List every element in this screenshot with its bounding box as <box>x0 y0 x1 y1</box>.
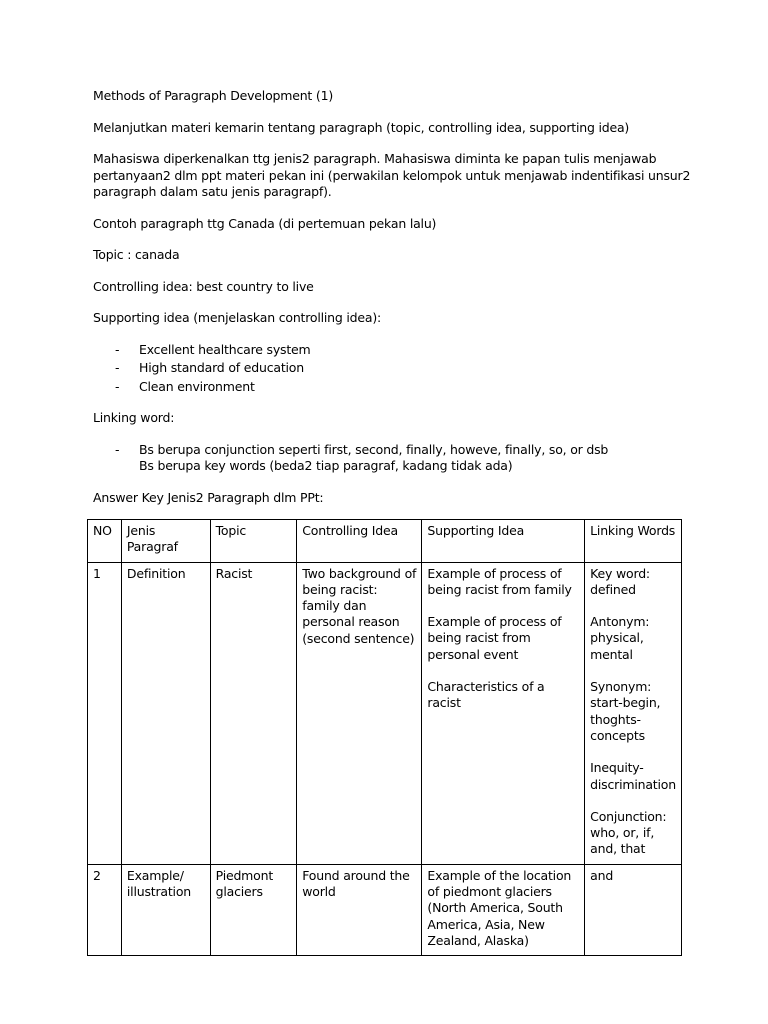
linking-item: Antonym: physical, mental <box>590 614 650 662</box>
description-line: Mahasiswa diperkenalkan ttg jenis2 paragraph. Mahasiswa diminta ke papan tulis menjawab <box>93 151 657 166</box>
document-title: Methods of Paragraph Development (1) <box>93 88 334 103</box>
document-body <box>93 88 693 506</box>
header-no: NO <box>88 520 122 563</box>
description-line: pertanyaan2 dlm ppt materi pekan ini (perwakilan kelompok untuk menjawab indentifikasi unsur2 <box>93 167 691 183</box>
answer-key-heading: Answer Key Jenis2 Paragraph dlm PPt: <box>93 489 324 505</box>
cell-controlling: Found around the world <box>297 864 422 955</box>
list-item: Bs berupa key words (beda2 tiap paragraf, kadang tidak ada) <box>139 458 513 473</box>
header-jenis-paragraf: Jenis Paragraf <box>121 520 210 563</box>
header-supporting-idea: Supporting Idea <box>422 520 585 563</box>
header-controlling-idea: Controlling Idea <box>297 520 422 563</box>
linking-item: Conjunction: who, or, if, and, that <box>590 808 667 857</box>
table-header-row <box>88 520 682 563</box>
cell-controlling: Two background of being racist: family dan personal reason (second sentence) <box>297 562 422 864</box>
linking-item: Inequity-discrimination <box>590 760 676 792</box>
supporting-item: Example of process of being racist from personal event <box>427 614 562 662</box>
bullet-dash: - <box>115 441 120 457</box>
cell-linking <box>585 864 682 955</box>
cell-supporting <box>422 864 585 955</box>
cell-supporting <box>422 562 585 864</box>
table-row <box>88 562 682 864</box>
header-topic: Topic <box>210 520 297 563</box>
linking-item: Synonym: start-begin, thoghts-concepts <box>590 679 661 743</box>
linking-word-list <box>93 442 693 475</box>
header-linking-words: Linking Words <box>585 520 682 563</box>
bullet-dash: - <box>115 378 120 394</box>
bullet-dash: - <box>115 341 120 357</box>
cell-no: 1 <box>88 562 122 864</box>
cell-topic: Racist <box>210 562 297 864</box>
linking-item: and <box>590 867 614 883</box>
answer-key-table <box>87 519 682 956</box>
supporting-idea-list <box>93 342 693 396</box>
supporting-item: Characteristics of a racist <box>427 679 545 711</box>
list-item: - Clean environment <box>115 378 255 394</box>
description-line: paragraph dalam satu jenis paragrapf). <box>93 184 332 199</box>
table-row <box>88 864 682 955</box>
intro-paragraph: Melanjutkan materi kemarin tentang paragraph (topic, controlling idea, supporting idea) <box>93 119 630 135</box>
linking-word-heading: Linking word: <box>93 410 175 425</box>
bullet-dash: - <box>115 360 120 375</box>
cell-linking <box>585 562 682 864</box>
cell-topic: Piedmont glaciers <box>210 864 297 955</box>
list-item: - Excellent healthcare system <box>115 341 311 357</box>
supporting-idea-heading: Supporting idea (menjelaskan controlling idea): <box>93 310 382 325</box>
supporting-item: Example of process of being racist from family <box>427 565 572 597</box>
controlling-idea-line: Controlling idea: best country to live <box>93 278 314 294</box>
cell-jenis: Example/ illustration <box>121 864 210 955</box>
topic-line: Topic : canada <box>93 247 180 262</box>
cell-no: 2 <box>88 864 122 955</box>
supporting-item: Example of the location of piedmont glaciers (North America, South America, Asia, New Zealand, Alaska) <box>427 867 572 948</box>
cell-jenis: Definition <box>121 562 210 864</box>
description-paragraph <box>93 151 693 201</box>
list-item: - High standard of education <box>115 360 304 375</box>
linking-item: Key word: defined <box>590 565 650 597</box>
list-item: - Bs berupa conjunction seperti first, second, finally, howeve, finally, so, or dsb <box>115 441 609 457</box>
example-heading: Contoh paragraph ttg Canada (di pertemuan pekan lalu) <box>93 215 437 231</box>
